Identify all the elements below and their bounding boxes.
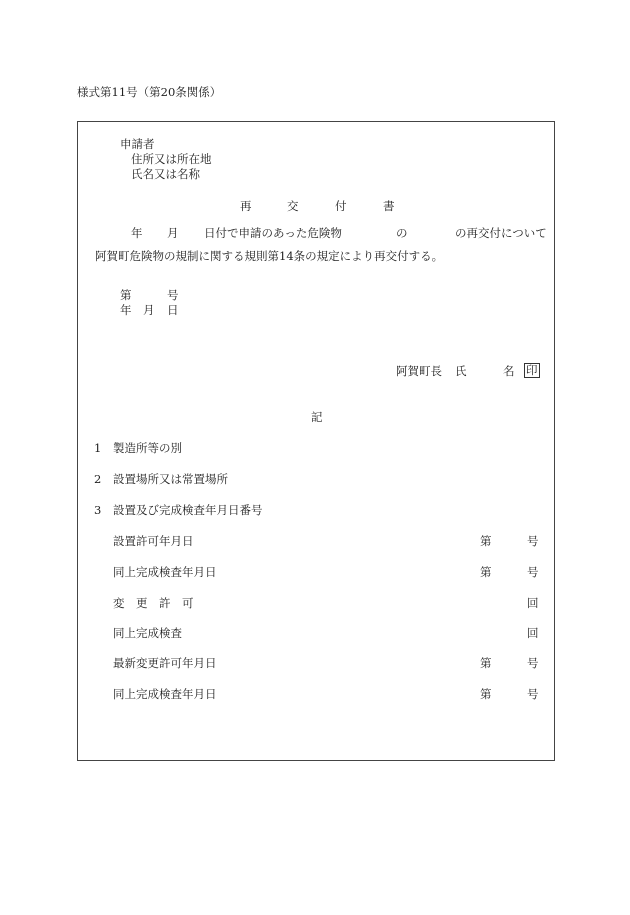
body-regulation-text: 阿賀町危険物の規制に関する規則第14条の規定により再交付する。 bbox=[95, 249, 444, 263]
body-day-text: 日付で申請のあった危険物 bbox=[204, 226, 342, 240]
body-reissue-text: の再交付について bbox=[455, 226, 547, 240]
body-month: 月 bbox=[167, 226, 179, 240]
detail-suffix: 号 bbox=[527, 687, 539, 701]
issue-go: 号 bbox=[167, 288, 179, 302]
title-char-3: 付 bbox=[335, 199, 347, 213]
title-char-2: 交 bbox=[287, 199, 299, 213]
detail-dai: 第 bbox=[480, 687, 492, 701]
body-no: の bbox=[396, 226, 408, 240]
detail-label: 設置許可年月日 bbox=[113, 534, 194, 548]
issue-date-day: 日 bbox=[167, 303, 179, 317]
detail-suffix: 号 bbox=[527, 656, 539, 670]
signature-office: 阿賀町長 bbox=[396, 364, 442, 378]
detail-dai: 第 bbox=[480, 565, 492, 579]
detail-label: 同上完成検査 bbox=[113, 626, 182, 640]
item-3-number: 3 bbox=[94, 503, 102, 517]
signature-mei: 名 bbox=[503, 364, 515, 378]
seal-mark bbox=[524, 363, 540, 378]
detail-label: 変 更 許 可 bbox=[113, 596, 194, 610]
detail-dai: 第 bbox=[480, 534, 492, 548]
seal-text: 印 bbox=[526, 363, 538, 377]
detail-suffix: 号 bbox=[527, 565, 539, 579]
ki-heading: 記 bbox=[311, 410, 323, 424]
signature-shi: 氏 bbox=[455, 364, 467, 378]
issue-date-month: 月 bbox=[143, 303, 155, 317]
form-number: 様式第11号（第20条関係） bbox=[77, 85, 222, 99]
applicant-address-label: 住所又は所在地 bbox=[131, 152, 212, 166]
detail-suffix: 回 bbox=[527, 596, 539, 610]
detail-suffix: 号 bbox=[527, 534, 539, 548]
item-1-number: 1 bbox=[94, 441, 102, 455]
applicant-heading: 申請者 bbox=[120, 137, 155, 151]
issue-date-year: 年 bbox=[120, 303, 132, 317]
title-char-1: 再 bbox=[240, 199, 252, 213]
detail-label: 同上完成検査年月日 bbox=[113, 687, 217, 701]
body-year: 年 bbox=[131, 226, 143, 240]
applicant-name-label: 氏名又は名称 bbox=[131, 167, 200, 181]
detail-label: 同上完成検査年月日 bbox=[113, 565, 217, 579]
title-char-4: 書 bbox=[383, 199, 395, 213]
detail-suffix: 回 bbox=[527, 626, 539, 640]
item-3-label: 設置及び完成検査年月日番号 bbox=[113, 503, 263, 517]
item-1-label: 製造所等の別 bbox=[113, 441, 182, 455]
detail-label: 最新変更許可年月日 bbox=[113, 656, 217, 670]
item-2-number: 2 bbox=[94, 472, 102, 486]
issue-dai: 第 bbox=[120, 288, 132, 302]
detail-dai: 第 bbox=[480, 656, 492, 670]
item-2-label: 設置場所又は常置場所 bbox=[113, 472, 228, 486]
